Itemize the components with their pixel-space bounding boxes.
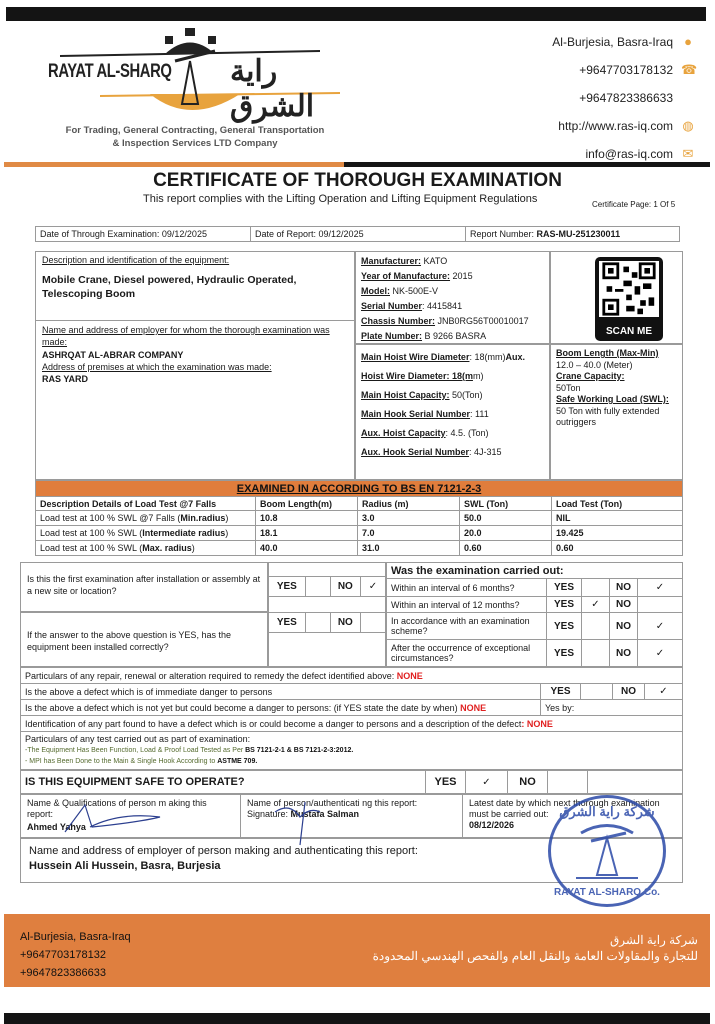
aux-cap-label: Aux. Hoist Capacity [361,428,446,438]
first-exam-answers [268,562,386,667]
signature-scribble-icon [270,797,340,847]
row-desc [36,541,256,556]
row-desc [36,526,256,541]
company-logo [40,26,340,121]
page-title: CERTIFICATE OF THOROUGH EXAMINATION [153,170,562,191]
no-checkbox[interactable]: ✓ [638,640,683,667]
phone1-text[interactable]: +9647703178132 [579,63,673,77]
stamp-text-top: شركة راية الشرق [559,804,655,819]
company-tagline [40,124,350,150]
capacity-label: Crane Capacity: [556,371,625,381]
yes-label: YES [547,597,582,613]
boom-label: Boom Length (Max-Min) [556,348,659,358]
q1-no-label: NO [330,577,360,597]
future-value: NONE [460,702,487,713]
website-link[interactable]: http://www.ras-iq.com [558,119,673,133]
telephone-icon: ☎ [681,62,698,77]
desc-bold: Intermediate radius [142,528,226,538]
next-exam-label: Latest date by which next thorough examination must be carried out: [469,798,660,819]
yes-checkbox[interactable] [582,613,610,640]
plate-label: Plate Number: [361,331,423,341]
safe-no-checkbox[interactable] [548,771,588,794]
band-text: EXAMINED IN ACCORDING TO BS EN 7121-2-3 [236,482,482,495]
no-label: NO [610,579,638,597]
yes-checkbox[interactable] [582,640,610,667]
footer-phone2[interactable]: +9647823386633 [20,967,106,979]
stamp-derrick-icon [551,823,663,883]
identification-box [355,251,550,344]
row-radius: 31.0 [358,541,460,556]
plate-value: B 9266 BASRA [424,331,487,341]
employer-value: ASHRQAT AL-ABRAR COMPANY [42,350,184,360]
desc-bold: Min.radius [180,513,226,523]
auth-label: Name of person/authenticati ng this report: [247,798,418,808]
safe-yes-checkbox[interactable]: ✓ [466,771,508,794]
logo-text-en: RAYAT AL-SHARQ [48,61,172,82]
test-line-2 [25,756,678,767]
immediate-yes-label: YES [541,684,581,700]
equipment-desc-value: Mobile Crane, Diesel powered, Hydraulic Operated, Telescoping Boom [42,274,297,300]
equipment-description-box [35,251,355,321]
top-bar [6,7,706,21]
maker-label: Name & Qualifications of person m aking this report: [27,798,207,819]
repair-value: NONE [396,670,423,681]
company-stamp [548,795,666,907]
exam-date: Date of Through Examination: 09/12/2025 [36,227,251,242]
yes-label: YES [547,579,582,597]
swl-value: 50 Ton with fully extended outriggers [556,405,660,427]
yes-label: YES [547,640,582,667]
employer-box [35,320,355,480]
row-radius: 7.0 [358,526,460,541]
footer-address: Al-Burjesia, Basra-Iraq [20,931,131,943]
report-number [466,227,680,242]
tests-row [21,732,683,770]
model-value: NK-500E-V [392,286,439,296]
load-test-table [35,480,683,556]
header-desc: Description Details of Load Test @7 Falls [36,497,256,511]
row-swl: 0.60 [460,541,552,556]
footer-ar-line2: للتجارة والمقاولات العامة والنقل العام والفحص الهندسي المحدودة [372,949,698,963]
main-hook-value: : 111 [470,409,489,419]
logo-text-ar: راية الشرق [230,55,315,123]
header-swl: SWL (Ton) [460,497,552,511]
row-boom: 10.8 [256,511,358,526]
q2-yes-label: YES [269,613,306,633]
load-test-band [36,481,683,497]
hoist-wire-label: Hoist Wire Diameter: 18(m [361,371,473,381]
qr-code[interactable] [595,257,663,341]
no-label: NO [610,597,638,613]
header-radius: Radius (m) [358,497,460,511]
footer-phone1[interactable]: +9647703178132 [20,949,106,961]
test1-text: -The Equipment Has Been Function, Load & Proof Load Tested as Per [25,747,246,754]
aux-cap-value: : 4.5. (Ton) [445,428,489,438]
row-load: 19.425 [552,526,683,541]
no-label: NO [610,613,638,640]
repair-label: Particulars of any repair, renewal or alteration required to remedy the defect identified above: [25,670,397,681]
spacer [681,91,695,105]
row-load: 0.60 [552,541,683,556]
tests-label: Particulars of any test carried out as part of examination: [25,734,251,744]
q2-no-label: NO [330,613,360,633]
empty-cell [588,771,683,794]
immediate-yes-checkbox[interactable] [581,684,613,700]
no-label: NO [610,640,638,667]
tagline-line1: For Trading, General Contracting, General Transportation [65,125,325,136]
desc-end: ) [225,513,229,523]
report-date: Date of Report: 09/12/2025 [251,227,466,242]
auth-name: Mustafa Salman [290,809,360,819]
equipment-desc-label: Description and identification of the equipment: [42,255,230,265]
table-row [36,511,683,526]
empty-cell [269,563,386,577]
ident-value: : NONE [521,718,553,729]
signature-scribble-icon [60,797,170,837]
yes-checkbox[interactable]: ✓ [582,597,610,613]
future-label: Is the above a defect which is not yet but could become a danger to persons: (if YES state the date by when) [25,702,461,713]
contact-block [552,28,698,168]
phone2-text[interactable]: +9647823386633 [579,91,673,105]
question-installed: If the answer to the above question is YES, has the equipment been installed correctly? [20,612,268,667]
globe-icon: ◍ [682,118,694,133]
main-wire-label: Main Hoist Wire Diameter [361,352,470,362]
interval-label: Within an interval of 6 months? [387,579,547,597]
test-line-1 [25,745,678,756]
footer-ar-line1: شركة راية الشرق [609,933,698,947]
table-row [36,541,683,556]
employer-person-label: Name and address of employer of person making and authenticating this report: [29,845,418,857]
chassis-label: Chassis Number: [361,316,436,326]
no-checkbox[interactable] [638,597,683,613]
yes-by-field[interactable]: Yes by: [541,700,683,716]
address-text: Al-Burjesia, Basra-Iraq [552,35,673,49]
desc-end: ) [191,543,195,553]
employer-label: Name and address of employer for whom the thorough examination was made: [42,325,330,347]
capacity-value: 50Ton [556,382,581,393]
header-load: Load Test (Ton) [552,497,683,511]
signature-label: Signature: [247,809,291,819]
location-pin-icon: ● [684,34,692,49]
desc-text: Load test at 100 % SWL ( [40,543,143,553]
tagline-line2: & Inspection Services LTD Company [112,138,278,149]
premises-value: RAS YARD [42,374,89,384]
immediate-no-label: NO [613,684,645,700]
q2-no-checkbox[interactable] [361,613,386,633]
question-first-exam: Is this the first examination after installation or assembly at a new site or location? [20,562,268,612]
manufacturer-label: Manufacturer: [361,256,422,266]
interval-label: In accordance with an examination scheme? [387,613,547,640]
defects-table [20,667,683,770]
next-exam-date: 08/12/2026 [469,820,515,830]
aux-hook-value: : 4J-315 [469,447,502,457]
certificate-page-number: Certificate Page: 1 Of 5 [592,200,676,209]
immediate-danger-label: Is the above a defect which is of immediate danger to persons [21,684,541,700]
test2-text: - MPI has Been Done to the Main & Single Hook According to [25,758,218,765]
hoist-wire-value: m) [472,371,484,381]
header-boom: Boom Length(m) [256,497,358,511]
interval-row [387,579,683,597]
row-boom: 40.0 [256,541,358,556]
yes-checkbox[interactable] [582,579,610,597]
main-hook-label: Main Hook Serial Number [361,409,471,419]
no-checkbox[interactable]: ✓ [638,579,683,597]
swl-label: Safe Working Load (SWL): [556,394,669,404]
interval-label: Within an interval of 12 months? [387,597,547,613]
footer-contact [20,928,131,982]
empty-cell [269,597,386,613]
main-wire-value: : 18(mm) [469,352,506,362]
stamp-text-bottom: RAYAT AL-SHARQ Co. [554,887,660,898]
test2-standard: ASTME 709. [217,758,258,765]
interval-row [387,597,683,613]
test1-standard: BS 7121-2-1 & BS 7121-2-3:2012. [245,747,354,754]
row-boom: 18.1 [256,526,358,541]
manufacturer-value: KATO [423,256,448,266]
future-danger-row [21,700,541,716]
interval-row [387,640,683,667]
footer [4,914,710,987]
report-number-label: Report Number: [470,229,537,239]
safe-yes-label: YES [426,771,466,794]
qr-box [550,251,683,344]
scan-me-label: SCAN ME [605,326,653,337]
main-cap-value: 50(Ton) [452,390,483,400]
report-number-value: RAS-MU-251230011 [536,229,621,239]
q1-yes-label: YES [269,577,306,597]
immediate-no-checkbox[interactable]: ✓ [645,684,683,700]
year-value: 2015 [452,271,473,281]
serial-label: Serial Number [361,301,423,311]
maker-name: Ahmed Yahya [27,822,86,832]
row-swl: 50.0 [460,511,552,526]
interval-row [387,613,683,640]
footer-arabic [373,932,698,964]
year-label: Year of Manufacture: [361,271,451,281]
envelope-icon: ✉ [682,146,694,161]
chassis-value: JNB0RG56T00010017 [437,316,529,326]
desc-text: Load test at 100 % SWL ( [40,528,143,538]
ident-label: Identification of any part found to have a defect which is or could become a danger to persons and a description of the defect [25,718,522,729]
q1-yes-checkbox[interactable] [305,577,330,597]
q1-no-checkbox[interactable]: ✓ [361,577,386,597]
row-load: NIL [552,511,683,526]
yes-label: YES [547,613,582,640]
header-divider [4,162,710,167]
main-cap-label: Main Hoist Capacity: [361,390,450,400]
identification-row [21,716,683,732]
boom-box [550,344,683,480]
carried-out-table [386,562,683,667]
employer-person-value: Hussein Ali Hussein, Basra, Burjesia [29,860,221,872]
row-swl: 20.0 [460,526,552,541]
model-label: Model: [361,286,390,296]
empty-cell [269,633,386,667]
table-row [36,526,683,541]
q2-yes-checkbox[interactable] [305,613,330,633]
desc-bold: Max. radius [142,543,192,553]
desc-end: ) [225,528,229,538]
premises-label: Address of premises at which the examination was made: [42,362,272,372]
boom-value: 12.0 – 40.0 (Meter) [556,359,633,370]
interval-label: After the occurrence of exceptional circumstances? [387,640,547,667]
bottom-bar [4,1013,710,1024]
repair-row [21,668,683,684]
hoist-box [355,344,550,480]
carried-out-title: Was the examination carried out: [387,563,683,579]
page-subtitle: This report complies with the Lifting Operation and Lifting Equipment Regulations [143,193,538,205]
no-checkbox[interactable]: ✓ [638,613,683,640]
safe-to-operate-table [20,770,683,794]
dates-table [35,226,680,242]
email-link[interactable]: info@ras-iq.com [585,147,673,161]
safe-no-label: NO [508,771,548,794]
aux-label: Aux. [505,352,525,362]
aux-hook-label: Aux. Hook Serial Number [361,447,470,457]
serial-value: : 4415841 [422,301,463,311]
safe-question: IS THIS EQUIPMENT SAFE TO OPERATE? [21,771,426,794]
qr-code-icon [599,261,659,317]
row-desc [36,511,256,526]
row-radius: 3.0 [358,511,460,526]
desc-text: Load test at 100 % SWL @7 Falls ( [40,513,181,523]
